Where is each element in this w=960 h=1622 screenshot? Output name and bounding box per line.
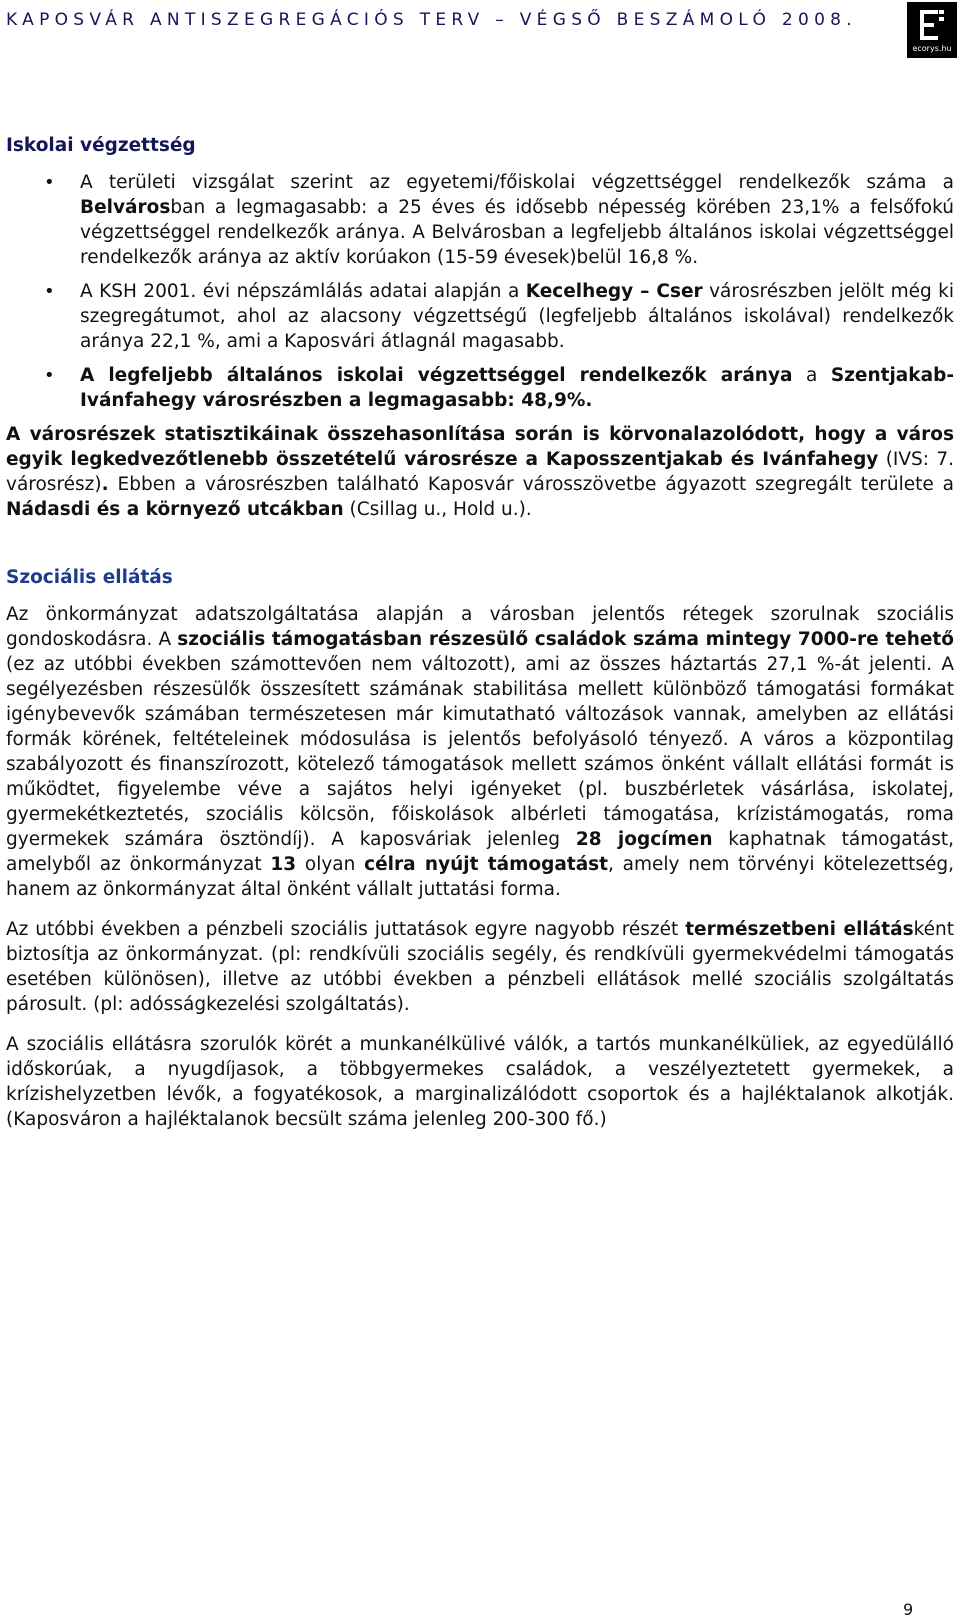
ecorys-logo	[907, 2, 957, 58]
paragraph-social-support: Az önkormányzat adatszolgáltatása alapján a városban jelentős rétegek szorulnak szociális gondoskodásra. A szociális támogatásban részesülő családok száma mintegy 7000-re tehető (ez az utóbbi években számottevően nem változott), ami az összes háztartás 27,1 %-át jelenti. A segélyezésben részesülők összesített számának stabilitása mellett különböző támogatási formákat igénybevevők számában természetesen már kimutatható változások vannak, amelyben az ellátási formák körének, feltételeinek módosulása is jelentős befolyásoló tényező. A város a központilag szabályozott és finanszírozott, kötelező támogatások mellett számos önként vállalt ellátási formát is működtet, figyelembe véve a sajátos helyi igényeket (pl. buszbérletek vásárlása, iskolatej, gyermekétkeztetés, szociális kölcsön, főiskolások albérleti támogatása, krízistámogatás, roma gyermekek számára ösztöndíj). A kaposváriak jelenleg 28 jogcímen kaphatnak támogatást, amelyből az önkormányzat 13 olyan célra nyújt támogatást, amely nem törvényi kötelezettség, hanem az önkormányzat által önként vállalt juttatási forma.	[6, 604, 954, 900]
list-item: • A területi vizsgálat szerint az egyetemi/főiskolai végzettséggel rendelkezők száma a Belvárosban a legmagasabb: a 25 éves és idősebb népesség körében 23,1% a felsőfokú végzettséggel rendelkezők aránya. A Belvárosban a legfeljebb általános iskolai végzettséggel rendelkezők aránya az aktív korúakon (15-59 évesek)belül 16,8 %.	[44, 172, 954, 268]
bullet-icon: •	[44, 281, 55, 302]
running-header: KAPOSVÁR ANTISZEGREGÁCIÓS TERV – VÉGSŐ BESZÁMOLÓ 2008.	[6, 10, 858, 30]
logo-text: ecorys.hu	[912, 44, 952, 53]
logo-mark-icon	[920, 10, 944, 40]
paragraph-in-kind-benefits: Az utóbbi években a pénzbeli szociális juttatások egyre nagyobb részét természetbeni ellátásként biztosítja az önkormányzat. (pl: rendkívüli szociális segély, és rendkívüli gyermekvédelmi támogatás esetében különösen), illetve az utóbbi években a pénzbeli ellátások mellé szociális szolgáltatás párosult. (pl: adósságkezelési szolgáltatás).	[6, 919, 954, 1015]
page-content	[6, 135, 954, 1147]
paragraph-district-comparison: A városrészek statisztikáinak összehasonlítása során is körvonalazolódott, hogy a város egyik legkedvezőtlenebb összetételű városrésze a Kaposszentjakab és Ivánfahegy (IVS: 7. városrész). Ebben a városrészben található Kaposvár városszövetbe ágyazott szegregált területe a Nádasdi és a környező utcákban (Csillag u., Hold u.).	[6, 424, 954, 520]
list-item: • A KSH 2001. évi népszámlálás adatai alapján a Kecelhegy – Cser városrészben jelölt még ki szegregátumot, ahol az alacsony végzettségű (legfeljebb általános iskolával) rendelkezők aránya 22,1 %, ami a Kaposvári átlagnál magasabb.	[44, 281, 954, 352]
list-item: • A legfeljebb általános iskolai végzettséggel rendelkezők aránya a Szentjakab-Ivánfahegy városrészben a legmagasabb: 48,9%.	[44, 365, 954, 411]
paragraph-beneficiary-groups: A szociális ellátásra szorulók körét a munkanélkülivé válók, a tartós munkanélküliek, az egyedülálló időskorúak, a nyugdíjasok, a többgyermekes családok, a veszélyeztetett gyermekek, a krízishelyzetben lévők, a fogyatékosok, a marginalizálódott csoportok és a hajléktalanok alkotják. (Kaposváron a hajléktalanok becsült száma jelenleg 200-300 fő.)	[6, 1034, 954, 1130]
section-title-education: Iskolai végzettség	[6, 135, 196, 156]
bullet-icon: •	[44, 172, 55, 193]
section-title-social-care: Szociális ellátás	[6, 567, 173, 588]
page-number: 9	[903, 1600, 914, 1619]
education-bullet-list	[6, 170, 954, 413]
bullet-icon: •	[44, 365, 55, 386]
